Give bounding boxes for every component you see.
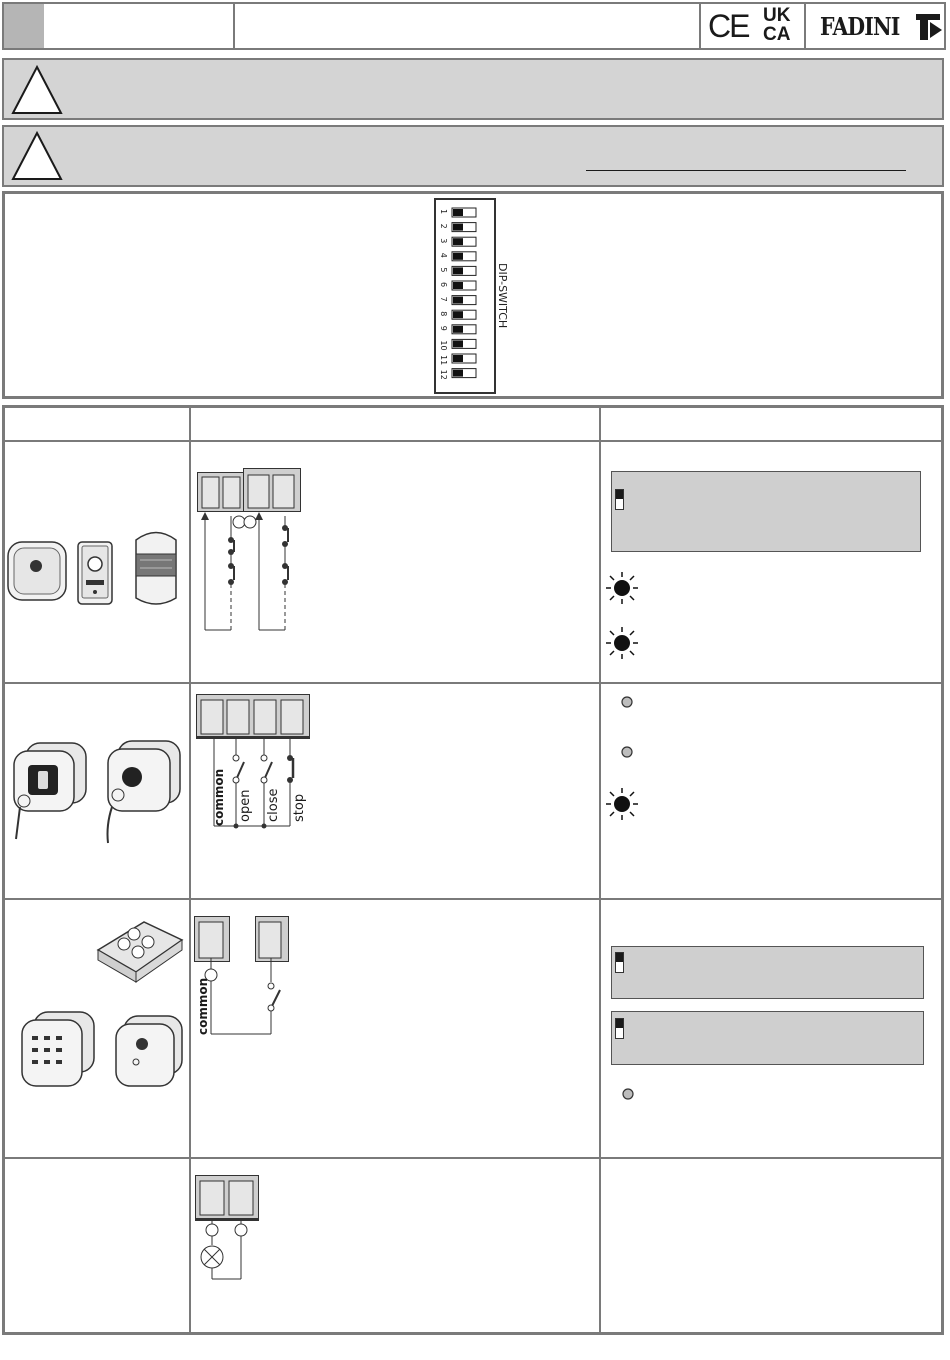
dip-switch-number: 9 bbox=[439, 325, 448, 331]
dip-switch-number: 4 bbox=[439, 252, 448, 258]
key-selector-icon bbox=[108, 741, 181, 843]
dip-switch-number: 2 bbox=[439, 223, 448, 229]
dip-setting-box bbox=[611, 471, 921, 552]
blinking-led-icon bbox=[604, 625, 640, 661]
underline-rule bbox=[586, 170, 906, 171]
ukca-mark-top: UK bbox=[763, 5, 791, 26]
dip-switch-knob bbox=[453, 340, 463, 347]
dip-switch-number: 11 bbox=[439, 355, 448, 366]
dip-switch-knob bbox=[453, 253, 463, 260]
device-images-row1 bbox=[6, 520, 186, 610]
dip-switch-knob bbox=[453, 355, 463, 362]
blinking-led-icon bbox=[604, 786, 640, 822]
ce-mark: CE bbox=[708, 8, 749, 44]
dip-switch-knob bbox=[453, 282, 463, 289]
photocell-icon bbox=[136, 533, 176, 605]
wire-label-close: close bbox=[266, 788, 281, 822]
dip-switch-number: 5 bbox=[439, 267, 448, 273]
remote-control-icon bbox=[98, 922, 182, 982]
dip-switch-number: 10 bbox=[439, 340, 448, 351]
header-grey-square bbox=[4, 4, 44, 48]
header-divider-1 bbox=[233, 4, 235, 48]
digital-keypad-icon bbox=[22, 1012, 94, 1086]
dip-switch-number: 1 bbox=[439, 209, 448, 215]
warning-band-1 bbox=[2, 58, 944, 120]
table-row-divider bbox=[4, 1157, 942, 1159]
dip-setting-box bbox=[611, 1011, 924, 1065]
transponder-reader-icon bbox=[116, 1016, 182, 1086]
brand-logo: FADINI bbox=[820, 12, 900, 41]
wire-label-common: common bbox=[212, 768, 226, 826]
wire-label-common: common bbox=[196, 977, 210, 1035]
dip-switch-number: 7 bbox=[439, 296, 448, 302]
dip-switch-number: 8 bbox=[439, 311, 448, 317]
wire-label-stop: stop bbox=[292, 793, 307, 822]
dip-switch-knob bbox=[453, 311, 463, 318]
warning-band-2 bbox=[2, 125, 944, 187]
dip-switch-knob bbox=[453, 238, 463, 245]
dip-switch-knob bbox=[453, 267, 463, 274]
dip-switch-label: DIP-SWITCH bbox=[496, 263, 509, 329]
table-row-divider bbox=[4, 898, 942, 900]
led-off-icon bbox=[619, 694, 635, 710]
dip-switch-number: 3 bbox=[439, 238, 448, 244]
table-col-divider-2 bbox=[599, 408, 601, 1332]
mini-dip-icon bbox=[615, 1018, 625, 1040]
brand-logo-icon bbox=[912, 10, 946, 44]
header-divider-3 bbox=[804, 4, 806, 48]
card-reader-icon bbox=[8, 542, 66, 600]
header-divider-2 bbox=[699, 4, 701, 48]
dip-switch-toggles bbox=[434, 198, 496, 394]
dip-switch-knob bbox=[453, 370, 463, 377]
key-selector-images bbox=[8, 735, 188, 845]
dip-switch-knob bbox=[453, 326, 463, 333]
row4-wiring-diagram bbox=[195, 1175, 265, 1285]
row1-wiring-diagram bbox=[197, 468, 307, 638]
dip-switch-knob bbox=[453, 297, 463, 304]
blinking-led-icon bbox=[604, 570, 640, 606]
table-row-divider bbox=[4, 682, 942, 684]
wire-label-open: open bbox=[238, 789, 253, 822]
warning-triangle-icon bbox=[10, 64, 64, 116]
led-off-icon bbox=[619, 744, 635, 760]
key-selector-icon bbox=[14, 743, 86, 839]
led-off-icon bbox=[620, 1086, 636, 1102]
table-header-divider bbox=[4, 440, 942, 442]
dip-switch-number: 12 bbox=[439, 369, 448, 380]
dip-setting-box bbox=[611, 946, 924, 999]
dip-switch-knob bbox=[453, 209, 463, 216]
table-col-divider-1 bbox=[189, 408, 191, 1332]
dip-switch-knob bbox=[453, 224, 463, 231]
mini-dip-icon bbox=[615, 952, 625, 974]
push-button-icon bbox=[78, 542, 112, 604]
warning-triangle-icon bbox=[10, 130, 64, 182]
remote-keypad-images bbox=[14, 912, 188, 1092]
mini-dip-icon bbox=[615, 489, 625, 511]
dip-switch-number: 6 bbox=[439, 282, 448, 288]
ukca-mark-bottom: CA bbox=[763, 24, 791, 45]
